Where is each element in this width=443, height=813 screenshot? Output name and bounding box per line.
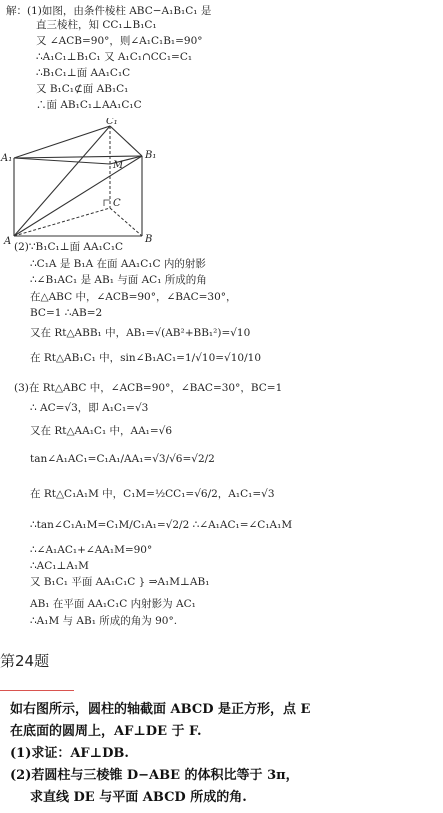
solution-line: ∴A₁M 与 AB₁ 所成的角为 90°. (30, 615, 178, 627)
solution-line: ∴∠B₁AC₁ 是 AB₁ 与面 AC₁ 所成的角 (30, 274, 207, 286)
solution-line: 又 ∠ACB=90°，则∠A₁C₁B₁=90° (36, 35, 203, 47)
right-angle-mark (104, 200, 110, 206)
edge-A1B1 (14, 156, 142, 158)
solution-line: ∴A₁C₁⊥B₁C₁ 又 A₁C₁∩CC₁=C₁ (36, 51, 193, 63)
edge-C1B1 (110, 126, 142, 156)
problem-line: (2)若圆柱与三棱锥 D−ABE 的体积比等于 3π， (10, 768, 299, 783)
label-B1: B₁ (145, 150, 157, 161)
solution-line: ∴∠A₁AC₁+∠AA₁M=90° (30, 544, 153, 556)
solution-line: BC=1 ∴AB=2 (30, 307, 103, 319)
solution-line: 直三棱柱，知 CC₁⊥B₁C₁ (36, 19, 157, 31)
title-underline (0, 690, 74, 691)
label-A1: A₁ (1, 153, 13, 164)
solution-line: (2)∵B₁C₁⊥面 AA₁C₁C (14, 241, 124, 253)
solution-line: 又在 Rt△AA₁C₁ 中，AA₁=√6 (30, 425, 173, 437)
section-title: 第24题 (0, 652, 50, 670)
problem-line: 如右图所示，圆柱的轴截面 ABCD 是正方形，点 E (10, 702, 311, 717)
solution-line: ∴tan∠C₁A₁M=C₁M/C₁A₁=√2/2 ∴∠A₁AC₁=∠C₁A₁M (30, 519, 293, 531)
solution-line: ∴面 AB₁C₁⊥AA₁C₁C (36, 99, 142, 111)
solution-line: 又 B₁C₁ 平面 AA₁C₁C } ⇒A₁M⊥AB₁ (30, 576, 210, 588)
edge-CB (110, 208, 142, 236)
problem-line: (1)求证：AF⊥DB. (10, 746, 129, 761)
solution-line: ∴AC₁⊥A₁M (30, 560, 89, 572)
problem-line: 求直线 DE 与平面 ABCD 所成的角. (30, 790, 247, 805)
edge-A1M (14, 158, 110, 164)
solution-line: tan∠A₁AC₁=C₁A₁/AA₁=√3/√6=√2/2 (30, 453, 215, 465)
solution-line: 又 B₁C₁⊄面 AB₁C₁ (36, 83, 129, 95)
label-C: C (113, 198, 121, 209)
solution-line: ∴B₁C₁⊥面 AA₁C₁C (36, 67, 131, 79)
label-C1: C₁ (106, 118, 118, 127)
solution-line: 在△ABC 中，∠ACB=90°，∠BAC=30°， (30, 291, 237, 303)
label-A: A (4, 236, 12, 244)
solution-line: 在 Rt△AB₁C₁ 中，sin∠B₁AC₁=1/√10=√10/10 (30, 352, 261, 364)
label-M: M (113, 160, 124, 171)
problem-line: 在底面的圆周上，AF⊥DE 于 F. (10, 724, 202, 739)
solution-line: ∴ AC=√3，即 A₁C₁=√3 (30, 402, 149, 414)
solution-line: AB₁ 在平面 AA₁C₁C 内射影为 AC₁ (30, 598, 196, 610)
prism-figure (0, 118, 170, 244)
solution-line: 又在 Rt△ABB₁ 中，AB₁=√(AB²+BB₁²)=√10 (30, 327, 251, 339)
solution-line: ∴C₁A 是 B₁A 在面 AA₁C₁C 内的射影 (30, 258, 206, 270)
edge-AC (14, 208, 110, 236)
solution-line: 在 Rt△C₁A₁M 中，C₁M=½CC₁=√6/2，A₁C₁=√3 (30, 488, 275, 500)
solution-line: 解：(1)如图，由条件棱柱 ABC−A₁B₁C₁ 是 (6, 5, 212, 17)
label-B: B (145, 234, 153, 244)
solution-line: (3)在 Rt△ABC 中，∠ACB=90°，∠BAC=30°，BC=1 (14, 382, 283, 394)
